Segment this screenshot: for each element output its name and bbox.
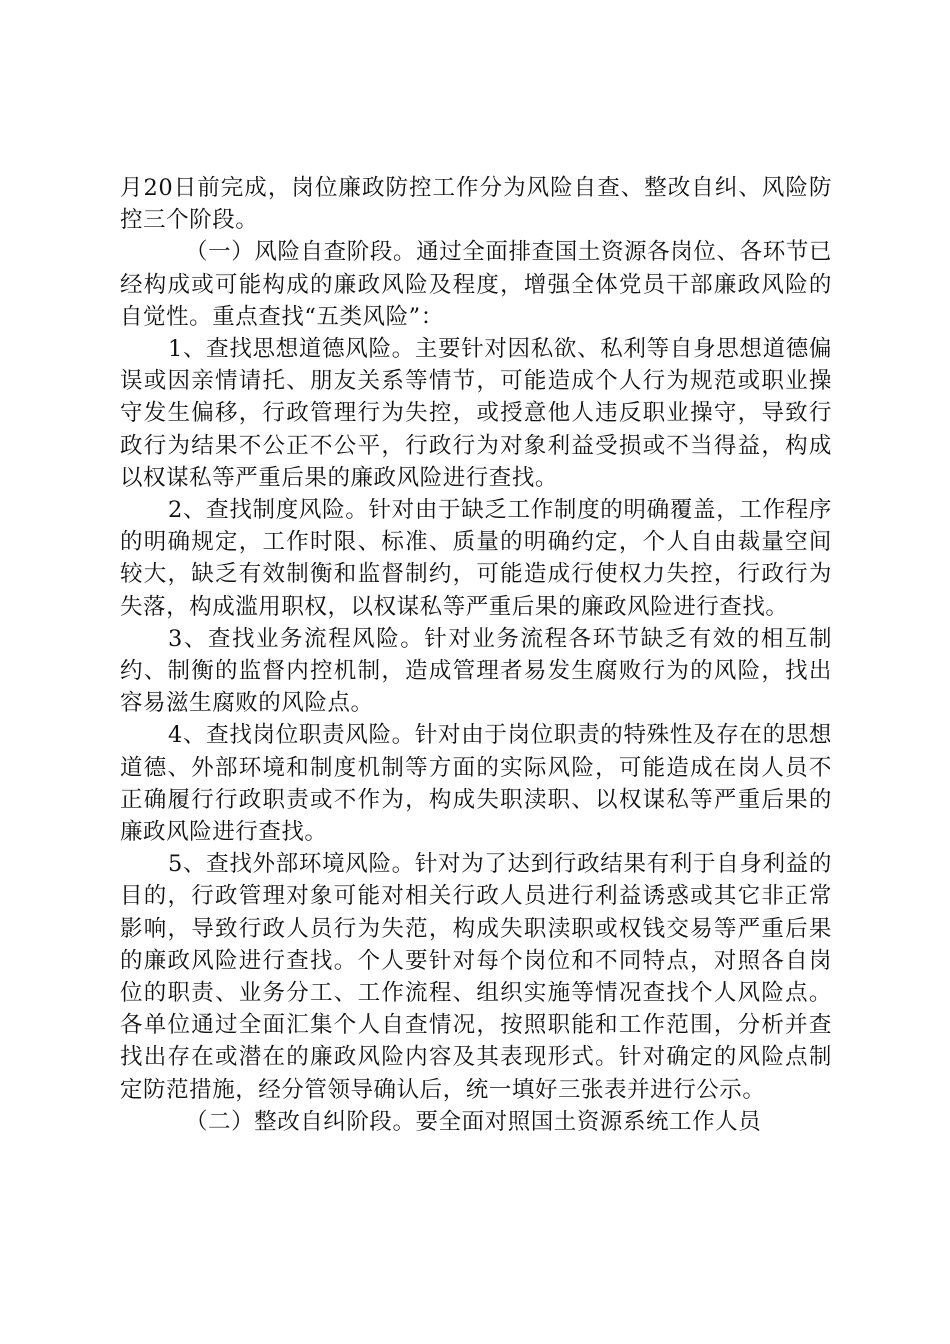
paragraph-post-duty-risk: 4、查找岗位职责风险。针对由于岗位职责的特殊性及存在的思想道德、外部环境和制度机制等方面的实际风险，可能造成在岗人员不正确履行行政职责或不作为，构成失职渎职、以权谋私等严重后果的廉政风险进行查找。 (120, 722, 832, 846)
paragraph-moral-risk: 1、查找思想道德风险。主要针对因私欲、私利等自身思想道德偏误或因亲情请托、朋友关系等情节，可能造成个人行为规范或职业操守发生偏移，行政管理行为失控，或授意他人违反职业操守，导致行政行为结果不公正不公平，行政行为对象利益受损或不当得益，构成以权谋私等严重后果的廉政风险进行查找。 (120, 336, 832, 491)
paragraph-continuation: 月20日前完成，岗位廉政防控工作分为风险自查、整改自纠、风险防控三个阶段。 (120, 175, 832, 234)
paragraph-stage-two-rectification: （二）整改自纠阶段。要全面对照国土资源系统工作人员 (185, 1108, 762, 1135)
paragraph-external-risk: 5、查找外部环境风险。针对为了达到行政结果有利于自身利益的目的，行政管理对象可能对相关行政人员进行利益诱惑或其它非正常影响，导致行政人员行为失范，构成失职渎职或权钱交易等严重后果的廉政风险进行查找。个人要针对每个岗位和不同特点，对照各自岗位的职责、业务分工、工作流程、组织实施等情况查找个人风险点。各单位通过全面汇集个人自查情况，按照职能和工作范围，分析并查找出存在或潜在的廉政风险内容及其表现形式。针对确定的风险点制定防范措施，经分管领导确认后，统一填好三张表并进行公示。 (120, 851, 832, 1103)
document-page (120, 172, 832, 1138)
paragraph-process-risk: 3、查找业务流程风险。针对业务流程各环节缺乏有效的相互制约、制衡的监督内控机制，造成管理者易发生腐败行为的风险，找出容易滋生腐败的风险点。 (120, 625, 832, 717)
paragraph-stage-one-self-check: （一）风险自查阶段。通过全面排查国土资源各岗位、各环节已经构成或可能构成的廉政风险及程度，增强全体党员干部廉政风险的自觉性。重点查找“五类风险”： (120, 239, 832, 330)
paragraph-system-risk: 2、查找制度风险。针对由于缺乏工作制度的明确覆盖，工作程序的明确规定，工作时限、标准、质量的明确约定，个人自由裁量空间较大，缺乏有效制衡和监督制约，可能造成行使权力失控，行政行为失落，构成滥用职权，以权谋私等严重后果的廉政风险进行查找。 (120, 497, 832, 620)
